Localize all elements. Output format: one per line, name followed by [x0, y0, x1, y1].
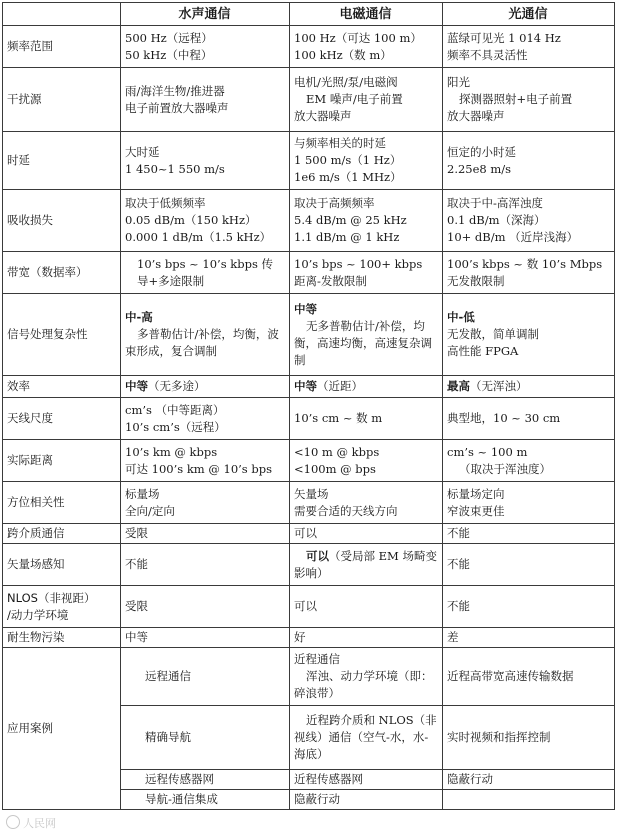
row-vector-field — [3, 544, 615, 586]
row-label — [3, 586, 121, 628]
cell — [290, 252, 443, 294]
cell — [443, 440, 615, 482]
row-label: 频率范围 — [3, 26, 121, 68]
header-corner — [3, 3, 121, 26]
cell — [121, 482, 290, 524]
cell-line: 100 kHz（数 m） — [294, 47, 392, 62]
cell — [121, 294, 290, 376]
cell — [121, 398, 290, 440]
cell: 近程传感器网 — [290, 770, 443, 790]
cell: 受限 — [121, 524, 290, 544]
cell — [443, 252, 615, 294]
level-text: 中等 — [294, 301, 317, 316]
cell-line: cm’s ~ 100 m — [447, 444, 528, 459]
cell: 远程传感器网 — [121, 770, 290, 790]
cell-line: 高性能 FPGA — [447, 344, 519, 358]
cell-text: 多普勒估计/补偿，均衡，波束形成，复合调制 — [125, 327, 279, 358]
cell-line: 0.05 dB/m（150 kHz） — [125, 213, 257, 227]
row-distance — [3, 440, 615, 482]
cell-line: EM 噪声/电子前置 — [306, 92, 403, 106]
cell — [121, 26, 290, 68]
level-note: （无多途） — [148, 379, 206, 393]
cell: 不能 — [121, 544, 290, 586]
cell-text: 无多普勒估计/补偿，均衡，高速均衡，高速复杂调制 — [294, 318, 432, 367]
row-latency — [3, 132, 615, 190]
row-label: 应用案例 — [3, 648, 121, 810]
row-label-line: /动力学环境 — [7, 607, 69, 622]
cell: 实时视频和指挥控制 — [443, 706, 615, 770]
cell-line: 无发散，简单调制 — [447, 327, 539, 341]
cell: 典型地，10 ~ 30 cm — [443, 398, 615, 440]
cell-line: 近程通信 — [294, 652, 340, 666]
cell — [290, 544, 443, 586]
row-absorption — [3, 190, 615, 252]
row-label: 矢量场感知 — [3, 544, 121, 586]
cell-line: （取决于浑浊度） — [459, 461, 551, 476]
cell: 隐蔽行动 — [443, 770, 615, 790]
cell-line: 100’s kbps ~ 数 10’s Mbps — [447, 256, 603, 271]
cell-line: 500 Hz（远程） — [125, 30, 213, 45]
cell — [290, 440, 443, 482]
cell: 精确导航 — [121, 706, 290, 770]
cell — [443, 190, 615, 252]
cell: 远程通信 — [121, 648, 290, 706]
row-frequency — [3, 26, 615, 68]
cell — [121, 440, 290, 482]
cell-line: cm’s （中等距离） — [125, 402, 225, 417]
watermark-text: 人民网 — [23, 817, 56, 830]
cell-line: 探测器照射+电子前置 — [459, 92, 573, 106]
cell-line: 取决于中-高浑浊度 — [447, 196, 543, 210]
level-text: 中等 — [294, 379, 317, 393]
cell: 近程高带宽高速传输数据 — [443, 648, 615, 706]
cell-line: <100m @ bps — [294, 461, 376, 476]
cell — [290, 132, 443, 190]
cell: 不能 — [443, 544, 615, 586]
cell — [121, 252, 290, 294]
cell — [121, 190, 290, 252]
row-label: 信号处理复杂性 — [3, 294, 121, 376]
cell-text: 10’s bps ~ 10’s kbps 传导+多途限制 — [137, 256, 274, 288]
row-label: 方位相关性 — [3, 482, 121, 524]
row-label: 干扰源 — [3, 68, 121, 132]
row-label-line: NLOS（非视距） — [7, 590, 96, 605]
row-label: 效率 — [3, 376, 121, 398]
cell-line: 50 kHz（中程） — [125, 47, 213, 62]
cell-text — [294, 548, 437, 582]
cell — [443, 68, 615, 132]
cell-line: 频率不具灵活性 — [447, 47, 528, 62]
cell-line: 放大器噪声 — [447, 109, 505, 123]
watermark — [6, 815, 56, 831]
cell — [121, 376, 290, 398]
cell — [290, 376, 443, 398]
cell-line: 10’s bps ~ 100+ kbps — [294, 256, 423, 271]
cell-line: 距离-发散限制 — [294, 273, 367, 288]
row-antenna — [3, 398, 615, 440]
row-label: 天线尺度 — [3, 398, 121, 440]
row-label: 耐生物污染 — [3, 628, 121, 648]
level-text: 可以 — [306, 548, 329, 563]
row-label: 带宽（数据率） — [3, 252, 121, 294]
level-text: 中-高 — [125, 310, 153, 324]
cell-line: 窄波束更佳 — [447, 503, 505, 518]
cell-line: 1.1 dB/m @ 1 kHz — [294, 230, 400, 244]
cell-line: 5.4 dB/m @ 25 kHz — [294, 213, 407, 227]
cell — [443, 294, 615, 376]
row-label: 时延 — [3, 132, 121, 190]
level-note: （近距） — [317, 379, 363, 393]
header-optical: 光通信 — [443, 3, 615, 26]
row-cross-medium — [3, 524, 615, 544]
cell-line: 取决于高频频率 — [294, 196, 375, 210]
cell — [443, 482, 615, 524]
cell-line: 雨/海洋生物/推进器 — [125, 83, 225, 98]
cell-line: 电子前置放大器噪声 — [125, 100, 229, 115]
cell — [443, 26, 615, 68]
cell-line: 需要合适的天线方向 — [294, 503, 398, 518]
row-label: 跨介质通信 — [3, 524, 121, 544]
cell: 可以 — [290, 586, 443, 628]
row-interference — [3, 68, 615, 132]
cell — [443, 132, 615, 190]
cell-line: 蓝绿可见光 1 014 Hz — [447, 30, 561, 45]
cell-line: 0.1 dB/m（深海） — [447, 213, 546, 227]
cell — [290, 190, 443, 252]
cell-line: 0.000 1 dB/m（1.5 kHz） — [125, 230, 272, 244]
level-note: （受局部 EM 场畸变影响） — [294, 548, 437, 580]
header-electromagnetic: 电磁通信 — [290, 3, 443, 26]
cell-line: 阳光 — [447, 75, 470, 89]
level-text: 中等 — [125, 379, 148, 393]
cell: 不能 — [443, 524, 615, 544]
cell-line: 100 Hz（可达 100 m） — [294, 30, 422, 45]
cell-line: 与频率相关的时延 — [294, 136, 386, 150]
header-underwater-acoustic: 水声通信 — [121, 3, 290, 26]
row-nlos — [3, 586, 615, 628]
cell — [443, 376, 615, 398]
cell-line: 大时延 — [125, 144, 160, 159]
comparison-table — [2, 2, 615, 810]
row-bandwidth — [3, 252, 615, 294]
level-text: 最高 — [447, 379, 470, 393]
cell: 10’s cm ~ 数 m — [290, 398, 443, 440]
cell — [443, 790, 615, 810]
row-efficiency — [3, 376, 615, 398]
cell-line: 标量场 — [125, 486, 160, 501]
cell-line: 标量场定向 — [447, 486, 505, 501]
cell-line: 矢量场 — [294, 486, 329, 501]
cell: 差 — [443, 628, 615, 648]
cell: 隐蔽行动 — [290, 790, 443, 810]
cell-line: 取决于低频频率 — [125, 196, 206, 210]
row-label: 吸收损失 — [3, 190, 121, 252]
cell-line: <10 m @ kbps — [294, 444, 380, 459]
cell — [290, 482, 443, 524]
cell — [290, 294, 443, 376]
cell-text: 近程跨介质和 NLOS（非视线）通信（空气-水，水-海底） — [294, 713, 437, 761]
level-note: （无浑浊） — [470, 379, 528, 393]
cell-line: 恒定的小时延 — [447, 144, 516, 159]
cell-line: 全向/定向 — [125, 503, 175, 518]
row-biofouling — [3, 628, 615, 648]
cell-line: 电机/光照/泵/电磁阀 — [294, 75, 398, 89]
cell-line: 1 450~1 550 m/s — [125, 161, 225, 176]
cell-line: 2.25e8 m/s — [447, 161, 512, 176]
cell: 中等 — [121, 628, 290, 648]
watermark-logo-icon — [6, 815, 20, 829]
cell — [290, 648, 443, 706]
row-applications — [3, 648, 615, 706]
cell-line: 1 500 m/s（1 Hz） — [294, 153, 402, 167]
cell — [121, 132, 290, 190]
row-label: 实际距离 — [3, 440, 121, 482]
cell — [121, 68, 290, 132]
cell-line: 10+ dB/m （近岸浅海） — [447, 230, 579, 244]
row-complexity — [3, 294, 615, 376]
cell-line: 10’s km @ kbps — [125, 444, 218, 459]
cell-text: 浑浊、动力学环境（即：碎浪带） — [294, 669, 433, 700]
cell: 不能 — [443, 586, 615, 628]
cell: 可以 — [290, 524, 443, 544]
cell: 导航-通信集成 — [121, 790, 290, 810]
cell — [290, 68, 443, 132]
cell-line: 10’s cm’s（远程） — [125, 419, 226, 434]
cell-line: 1e6 m/s（1 MHz） — [294, 170, 402, 184]
cell-line: 可达 100’s km @ 10’s bps — [125, 461, 272, 476]
cell — [290, 706, 443, 770]
cell: 好 — [290, 628, 443, 648]
header-row — [3, 3, 615, 26]
cell-line: 放大器噪声 — [294, 109, 352, 123]
cell: 受限 — [121, 586, 290, 628]
row-orientation — [3, 482, 615, 524]
level-text: 中-低 — [447, 310, 475, 324]
cell — [290, 26, 443, 68]
cell-line: 无发散限制 — [447, 273, 505, 288]
